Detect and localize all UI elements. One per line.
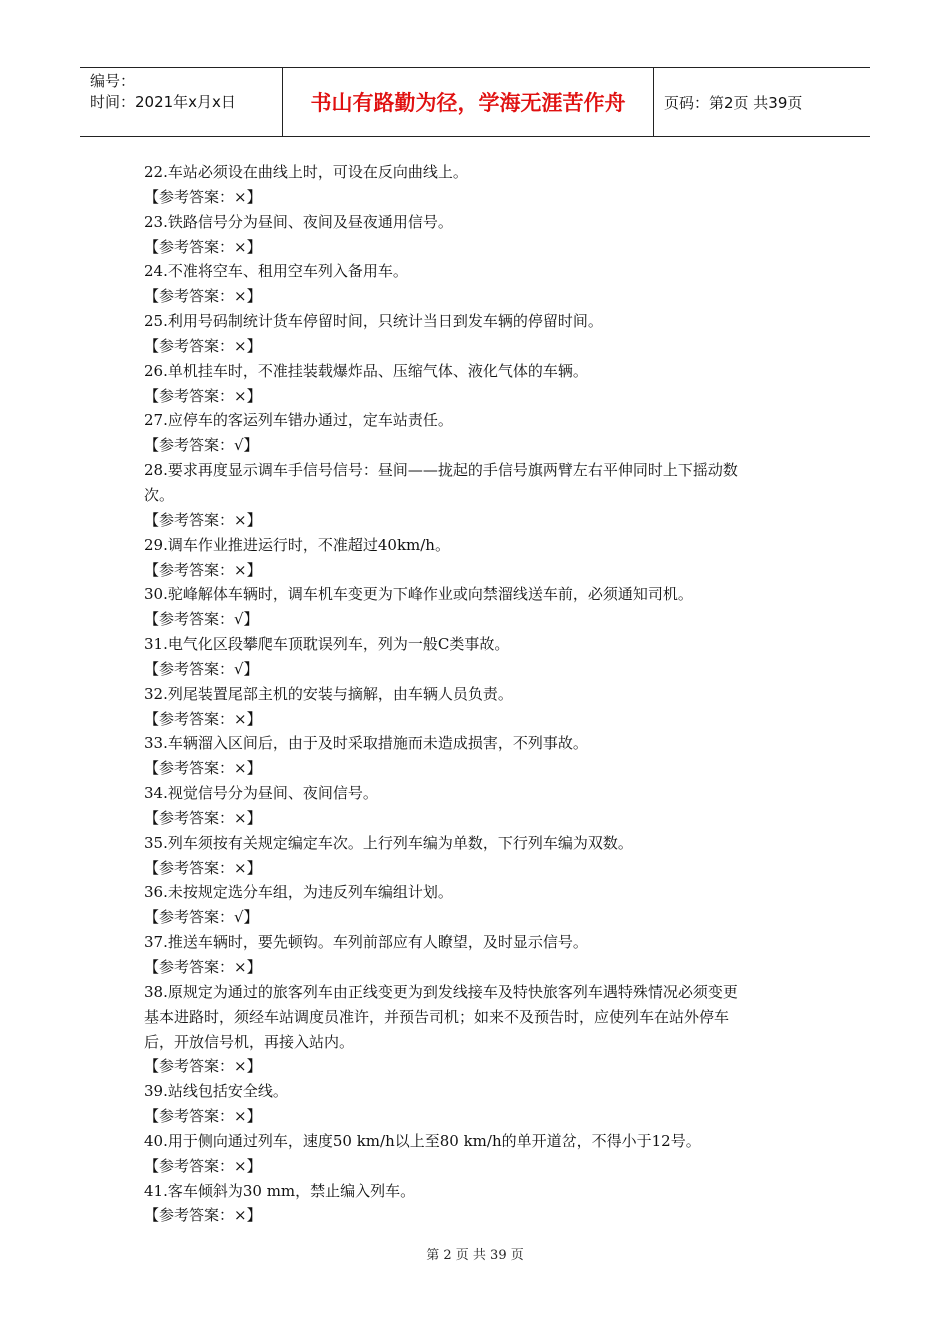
question-line: 后，开放信号机，再接入站内。 [144, 1032, 355, 1051]
answer-line: 【参考答案：×】 [144, 336, 262, 355]
number-label: 编号： [90, 72, 136, 90]
header-motto: 书山有路勤为径，学海无涯苦作舟 [282, 68, 654, 136]
question-line: 31.电气化区段攀爬车顶耽误列车，列为一般C类事故。 [144, 635, 510, 654]
question-line: 36.未按规定选分车组，为违反列车编组计划。 [144, 883, 453, 902]
header-page-info: 页码：第2页 共39页 [664, 93, 803, 112]
question-line: 26.单机挂车时，不准挂装载爆炸品、压缩气体、液化气体的车辆。 [144, 361, 588, 380]
answer-line: 【参考答案：×】 [144, 958, 262, 976]
question-line: 38.原规定为通过的旅客列车由正线变更为到发线接车及特快旅客列车遇特殊情况必须变更 [144, 982, 738, 1001]
answer-line: 【参考答案：√】 [144, 659, 259, 678]
answer-line: 【参考答案：√】 [144, 610, 259, 629]
header-info [80, 68, 282, 136]
question-line: 39.站线包括安全线。 [144, 1082, 288, 1101]
answer-line: 【参考答案：×】 [144, 1206, 262, 1225]
question-line: 25.利用号码制统计货车停留时间，只统计当日到发车辆的停留时间。 [144, 312, 603, 331]
answer-line: 【参考答案：√】 [144, 908, 259, 927]
question-line: 23.铁路信号分为昼间、夜间及昼夜通用信号。 [144, 212, 453, 231]
question-line: 34.视觉信号分为昼间、夜间信号。 [144, 784, 378, 803]
answer-line: 【参考答案：×】 [144, 560, 262, 579]
page-footer: 第 2 页 共 39 页 [426, 1248, 524, 1263]
question-line: 35.列车须按有关规定编定车次。上行列车编为单数，下行列车编为双数。 [144, 833, 633, 852]
answer-line: 【参考答案：×】 [144, 858, 262, 877]
question-line: 22.车站必须设在曲线上时，可设在反向曲线上。 [144, 163, 468, 181]
time-label: 时间：2021年x月x日 [90, 93, 236, 111]
question-line: 28.要求再度显示调车手信号信号：昼间——拢起的手信号旗两臂左右平伸同时上下摇动数 [144, 461, 738, 480]
answer-line: 【参考答案：×】 [144, 1057, 262, 1076]
answer-line: 【参考答案：×】 [144, 237, 262, 256]
answer-line: 【参考答案：×】 [144, 759, 262, 778]
answer-line: 【参考答案：×】 [144, 808, 262, 827]
question-line: 33.车辆溜入区间后，由于及时采取措施而未造成损害，不列事故。 [144, 734, 588, 753]
question-line: 29.调车作业推进运行时，不准超过40km/h。 [144, 535, 450, 554]
answer-line: 【参考答案：×】 [144, 1156, 262, 1175]
question-line: 41.客车倾斜为30 mm，禁止编入列车。 [144, 1181, 416, 1200]
answer-line: 【参考答案：×】 [144, 386, 262, 405]
answer-line: 【参考答案：×】 [144, 510, 262, 529]
question-line: 基本进路时，须经车站调度员准许，并预告司机；如来不及预告时，应使列车在站外停车 [144, 1007, 730, 1026]
question-line: 37.推送车辆时，要先顿钩。车列前部应有人瞭望，及时显示信号。 [144, 933, 588, 952]
question-line: 27.应停车的客运列车错办通过，定车站责任。 [144, 411, 453, 430]
question-line: 24.不准将空车、租用空车列入备用车。 [144, 262, 408, 281]
question-line: 30.驼峰解体车辆时，调车机车变更为下峰作业或向禁溜线送车前，必须通知司机。 [144, 585, 693, 604]
question-line: 次。 [144, 485, 175, 504]
question-line: 40.用于侧向通过列车，速度50 km/h以上至80 km/h的单开道岔，不得小于12号。 [144, 1131, 701, 1150]
question-line: 32.列尾装置尾部主机的安装与摘解，由车辆人员负责。 [144, 684, 513, 703]
answer-line: 【参考答案：×】 [144, 709, 262, 728]
answer-line: 【参考答案：×】 [144, 187, 262, 206]
answer-line: 【参考答案：×】 [144, 287, 262, 306]
answer-line: 【参考答案：√】 [144, 436, 259, 455]
page-header [80, 67, 870, 137]
answer-line: 【参考答案：×】 [144, 1107, 262, 1126]
question-list [144, 160, 814, 1228]
